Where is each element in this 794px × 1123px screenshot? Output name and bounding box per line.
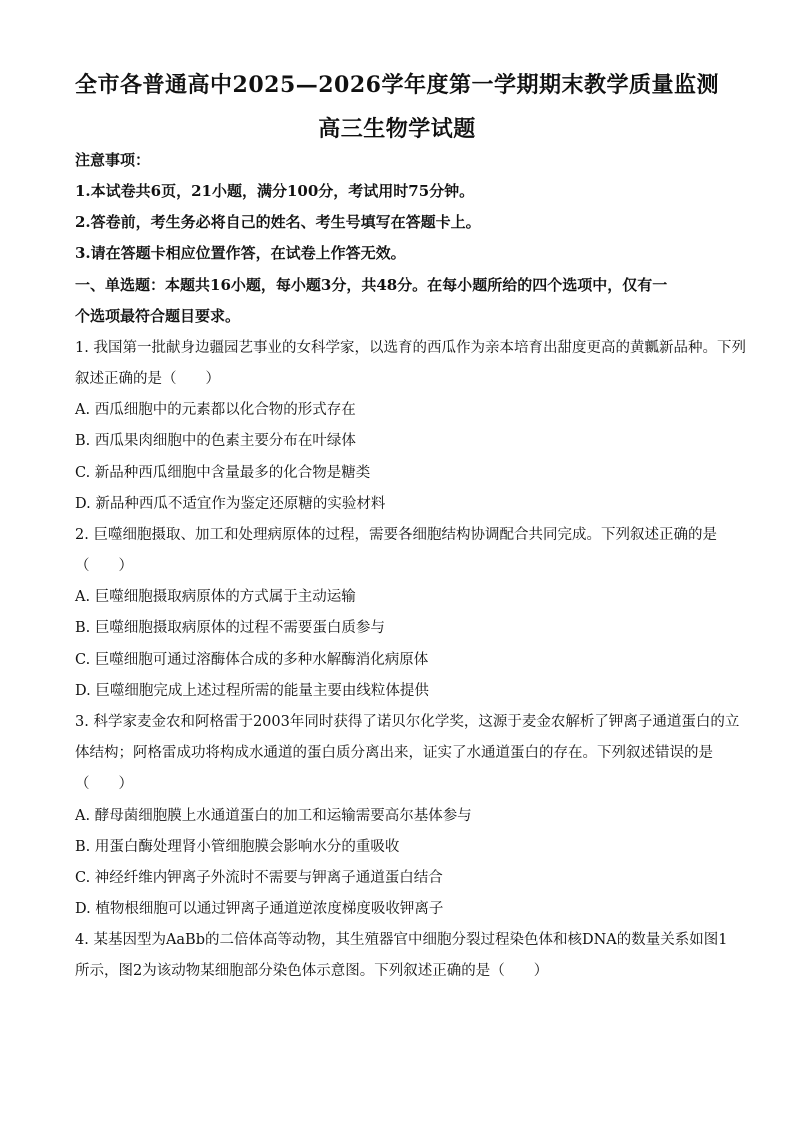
- question-stem: （ ）: [75, 776, 133, 792]
- option-c: C. 新品种西瓜细胞中含量最多的化合物是糖类: [75, 465, 371, 481]
- question-stem: 所示，图2为该动物某细胞部分染色体示意图。下列叙述正确的是（ ）: [75, 963, 549, 979]
- notice-item: 3.请在答题卡相应位置作答，在试卷上作答无效。: [75, 244, 406, 262]
- question-stem: （ ）: [75, 558, 133, 574]
- exam-subtitle: 高三生物学试题: [318, 116, 476, 142]
- option-b: B. 西瓜果肉细胞中的色素主要分布在叶绿体: [75, 433, 356, 449]
- section-heading-cont: 个选项最符合题目要求。: [75, 307, 241, 325]
- question-stem: 2. 巨噬细胞摄取、加工和处理病原体的过程，需要各细胞结构协调配合共同完成。下列叙述正确的是: [75, 527, 717, 543]
- section-heading: 一、单选题：本题共16小题，每小题3分，共48分。在每小题所给的四个选项中，仅有一: [75, 276, 668, 294]
- option-d: D. 新品种西瓜不适宜作为鉴定还原糖的实验材料: [75, 496, 386, 512]
- option-c: C. 神经纤维内钾离子外流时不需要与钾离子通道蛋白结合: [75, 870, 443, 886]
- option-b: B. 用蛋白酶处理肾小管细胞膜会影响水分的重吸收: [75, 839, 400, 855]
- question-stem: 3. 科学家麦金农和阿格雷于2003年同时获得了诺贝尔化学奖，这源于麦金农解析了钾离子通道蛋白的立: [75, 714, 740, 730]
- notice-item: 2.答卷前，考生务必将自己的姓名、考生号填写在答题卡上。: [75, 213, 481, 231]
- option-a: A. 西瓜细胞中的元素都以化合物的形式存在: [75, 402, 356, 418]
- option-c: C. 巨噬细胞可通过溶酶体合成的多种水解酶消化病原体: [75, 652, 429, 668]
- option-a: A. 酵母菌细胞膜上水通道蛋白的加工和运输需要高尔基体参与: [75, 808, 472, 824]
- option-d: D. 植物根细胞可以通过钾离子通道逆浓度梯度吸收钾离子: [75, 901, 444, 917]
- notice-item: 1.本试卷共6页，21小题，满分100分，考试用时75分钟。: [75, 182, 475, 200]
- question-stem: 4. 某基因型为AaBb的二倍体高等动物，其生殖器官中细胞分裂过程染色体和核DNA的数量关系如图1: [75, 932, 728, 948]
- question-stem: 叙述正确的是（ ）: [75, 371, 220, 387]
- option-d: D. 巨噬细胞完成上述过程所需的能量主要由线粒体提供: [75, 683, 429, 699]
- notice-heading: 注意事项：: [75, 151, 151, 169]
- question-stem: 体结构；阿格雷成功将构成水通道的蛋白质分离出来，证实了水通道蛋白的存在。下列叙述错误的是: [75, 745, 713, 761]
- exam-title: 全市各普通高中2025—2026学年度第一学期期末教学质量监测: [75, 72, 719, 98]
- option-a: A. 巨噬细胞摄取病原体的方式属于主动运输: [75, 589, 356, 605]
- option-b: B. 巨噬细胞摄取病原体的过程不需要蛋白质参与: [75, 620, 385, 636]
- question-stem: 1. 我国第一批献身边疆园艺事业的女科学家，以选育的西瓜作为亲本培育出甜度更高的黄瓤新品种。下列: [75, 340, 746, 356]
